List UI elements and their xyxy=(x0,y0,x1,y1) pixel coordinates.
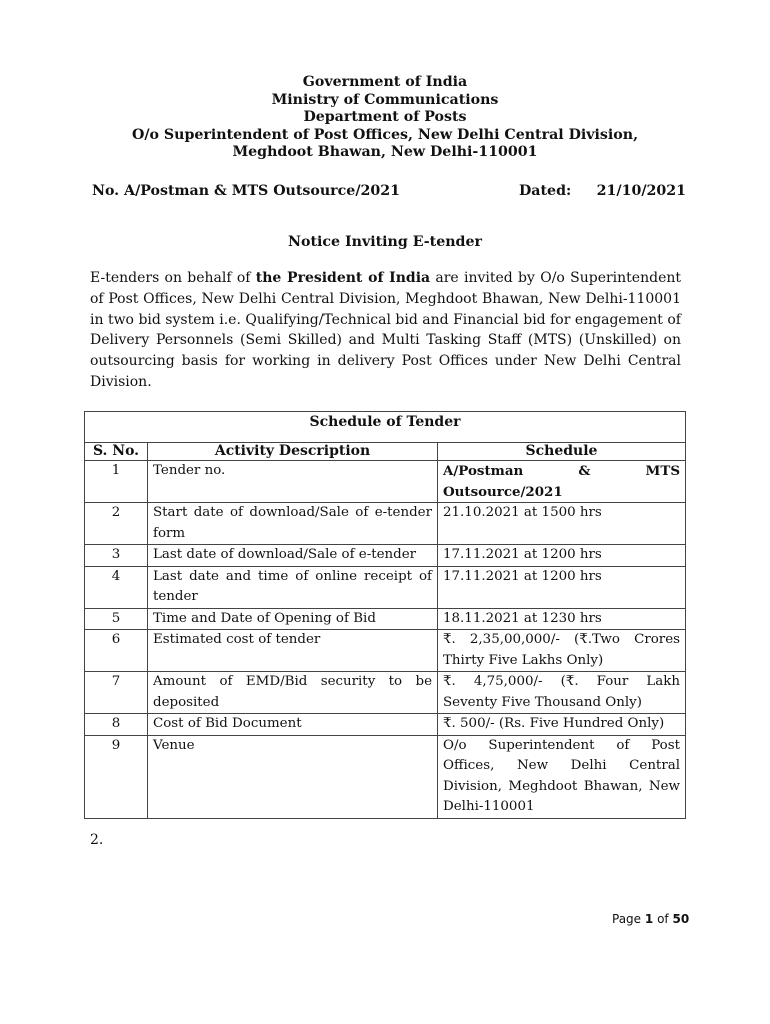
row-sno: 3 xyxy=(85,545,148,567)
table-row xyxy=(85,608,686,630)
total-pages: 50 xyxy=(672,912,690,926)
table-row xyxy=(85,566,686,608)
row-activity: Amount of EMD/Bid security to be deposited xyxy=(148,672,438,714)
row-schedule: 21.10.2021 at 1500 hrs xyxy=(438,503,686,545)
header-activity: Activity Description xyxy=(148,443,438,461)
table-row xyxy=(85,735,686,818)
schedule-table xyxy=(84,411,686,819)
row-activity: Venue xyxy=(148,735,438,818)
row-sno: 4 xyxy=(85,566,148,608)
row-schedule: 17.11.2021 at 1200 hrs xyxy=(438,566,686,608)
table-row xyxy=(85,461,686,503)
row-activity: Tender no. xyxy=(148,461,438,503)
row-schedule xyxy=(438,461,686,503)
row-schedule: 18.11.2021 at 1230 hrs xyxy=(438,608,686,630)
header-office: O/o Superintendent of Post Offices, New Delhi Central Division, xyxy=(131,126,639,143)
page-footer xyxy=(612,912,689,926)
header-address: Meghdoot Bhawan, New Delhi-110001 xyxy=(232,144,538,161)
table-row xyxy=(85,630,686,672)
letterhead xyxy=(60,74,710,162)
schedule-header-row xyxy=(85,443,686,461)
row-activity: Estimated cost of tender xyxy=(148,630,438,672)
notice-title: Notice Inviting E-tender xyxy=(288,234,482,250)
row-sno: 6 xyxy=(85,630,148,672)
row-activity: Last date of download/Sale of e-tender xyxy=(148,545,438,567)
of-label: of xyxy=(657,912,669,926)
header-department: Department of Posts xyxy=(303,109,467,126)
row-schedule: ₹. 500/- (Rs. Five Hundred Only) xyxy=(438,714,686,736)
dated-label: Dated: xyxy=(519,183,572,199)
row-sno: 7 xyxy=(85,672,148,714)
dated-value: 21/10/2021 xyxy=(596,183,686,199)
row-activity: Cost of Bid Document xyxy=(148,714,438,736)
row-sno: 1 xyxy=(85,461,148,503)
tender-number-value: A/Postman & MTS Outsource/2021 xyxy=(443,463,680,500)
schedule-caption: Schedule of Tender xyxy=(85,412,686,443)
page-label: Page xyxy=(612,912,642,926)
table-row xyxy=(85,503,686,545)
table-row xyxy=(85,714,686,736)
reference-line xyxy=(92,183,686,201)
row-sno: 5 xyxy=(85,608,148,630)
header-government: Government of India xyxy=(302,74,468,90)
row-sno: 9 xyxy=(85,735,148,818)
header-ministry: Ministry of Communications xyxy=(271,91,499,108)
row-schedule: O/o Superintendent of Post Offices, New Delhi Central Division, Meghdoot Bhawan, New Delhi-110001 xyxy=(438,735,686,818)
header-schedule: Schedule xyxy=(438,443,686,461)
row-schedule: ₹. 4,75,000/- (₹. Four Lakh Seventy Five Thousand Only) xyxy=(438,672,686,714)
row-sno: 2 xyxy=(85,503,148,545)
row-schedule: ₹. 2,35,00,000/- (₹.Two Crores Thirty Five Lakhs Only) xyxy=(438,630,686,672)
row-sno: 8 xyxy=(85,714,148,736)
table-row xyxy=(85,545,686,567)
row-activity: Time and Date of Opening of Bid xyxy=(148,608,438,630)
row-activity: Start date of download/Sale of e-tender form xyxy=(148,503,438,545)
row-schedule: 17.11.2021 at 1200 hrs xyxy=(438,545,686,567)
current-page: 1 xyxy=(644,912,654,926)
row-activity: Last date and time of online receipt of tender xyxy=(148,566,438,608)
header-sno: S. No. xyxy=(85,443,148,461)
intro-text-end: are invited by O/o Superintendent of Post Offices, New Delhi Central Division, Meghdoot Bhawan, New Delhi-110001 in two bid system i.e. Qualifying/Technical bid and Financial bid for engagement of Delivery Personnels (Semi Skilled) and Multi Tasking Staff (MTS) (Unskilled) on outsourcing basis for working in delivery Post Offices under New Delhi Central Division. xyxy=(90,270,681,390)
intro-text-bold: the President of India xyxy=(255,270,431,286)
intro-text-start: E-tenders on behalf of xyxy=(90,270,256,286)
paragraph-number: 2. xyxy=(90,832,104,848)
intro-paragraph xyxy=(90,268,681,393)
reference-number: No. A/Postman & MTS Outsource/2021 xyxy=(92,183,400,199)
schedule-caption-row xyxy=(85,412,686,443)
table-row xyxy=(85,672,686,714)
